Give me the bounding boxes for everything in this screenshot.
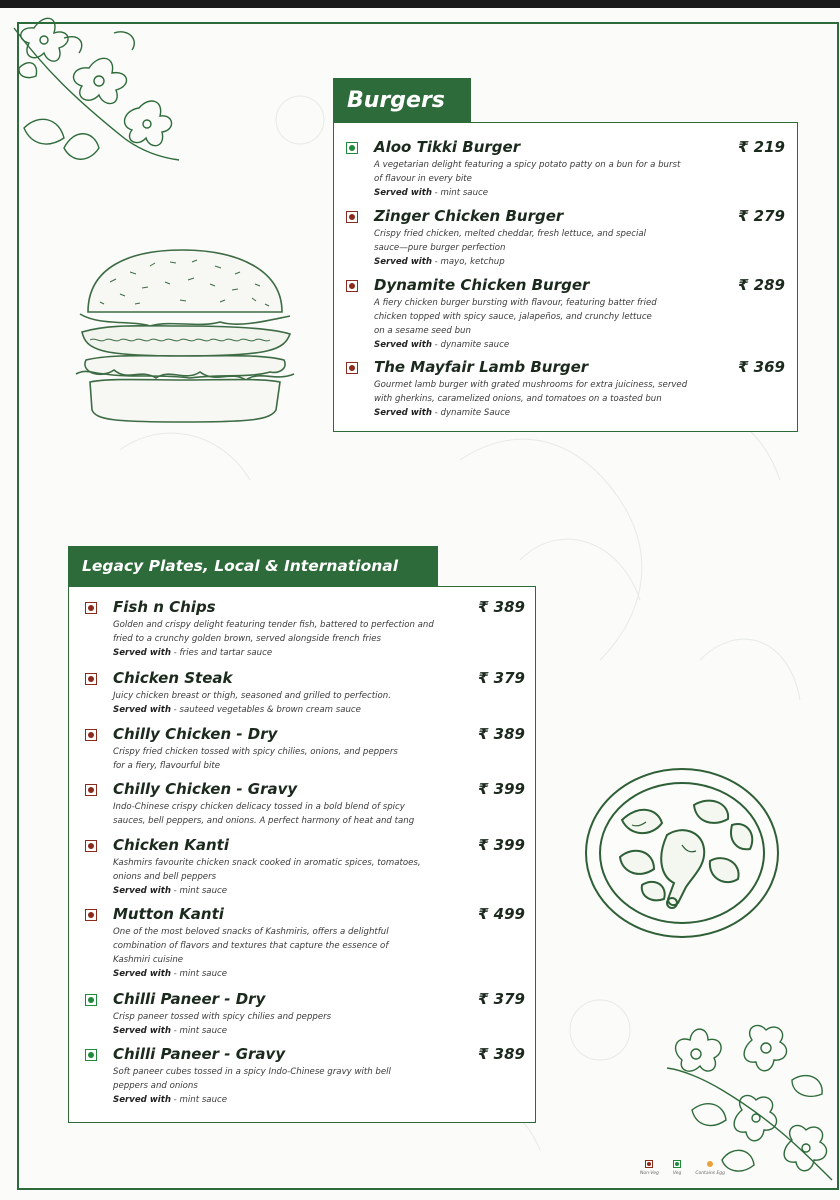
menu-item-served-with [374, 338, 657, 352]
served-with-value: - dynamite sauce [431, 340, 510, 350]
served-with-label: Served with [113, 705, 171, 715]
served-with-label: Served with [113, 969, 171, 979]
veg-mark-icon [85, 994, 97, 1006]
served-with-value: - mint sauce [170, 886, 228, 896]
menu-item-price: ₹ 369 [738, 358, 785, 376]
non-veg-mark-icon [85, 673, 97, 685]
menu-item-description-line: combination of flavors and textures that capture the essence of [113, 941, 389, 951]
menu-item [113, 990, 331, 1038]
non-veg-mark-icon [346, 362, 358, 374]
menu-item-name: Chilli Paneer - Dry [113, 990, 266, 1008]
menu-item-description-line: sauces, bell peppers, and onions. A perfect harmony of heat and tang [113, 816, 415, 826]
menu-item-description-line: fried to a crunchy golden brown, served alongside french fries [113, 634, 382, 644]
legend-egg [695, 1160, 725, 1176]
menu-item-price: ₹ 379 [478, 669, 525, 687]
menu-item [113, 598, 434, 660]
menu-item-served-with [374, 406, 687, 420]
legend-egg-label: Contains Egg [695, 1171, 726, 1176]
served-with-label: Served with [113, 648, 171, 658]
served-with-value: - mint sauce [170, 1095, 228, 1105]
non-veg-mark-icon [85, 840, 97, 852]
menu-item-name: Fish n Chips [113, 598, 216, 616]
menu-item-served-with [374, 186, 680, 200]
served-with-value: - sauteed vegetables & brown cream sauce [170, 705, 361, 715]
menu-item-served-with [113, 646, 434, 660]
legend-veg [673, 1160, 681, 1176]
menu-item-description-line: Crisp paneer tossed with spicy chilies and peppers [113, 1012, 332, 1022]
legend-non-veg [640, 1160, 659, 1176]
chicken-bowl-illustration-icon [582, 765, 782, 945]
menu-item-price: ₹ 289 [738, 276, 785, 294]
menu-item-description-line: for a fiery, flavourful bite [113, 761, 221, 771]
served-with-value: - mint sauce [170, 1026, 228, 1036]
menu-item [374, 358, 687, 420]
non-veg-mark-icon [85, 602, 97, 614]
menu-item-description-line: Indo-Chinese crispy chicken delicacy tossed in a bold blend of spicy [113, 802, 405, 812]
veg-mark-icon [85, 1049, 97, 1061]
menu-item-description-line: onions and bell peppers [113, 872, 217, 882]
menu-item-description-line: sauce—pure burger perfection [374, 243, 506, 253]
non-veg-mark-icon [645, 1160, 653, 1168]
non-veg-mark-icon [85, 909, 97, 921]
menu-item-price: ₹ 379 [478, 990, 525, 1008]
menu-item-served-with [113, 1093, 391, 1107]
menu-item-price: ₹ 389 [478, 1045, 525, 1063]
menu-item-name: Dynamite Chicken Burger [374, 276, 590, 294]
veg-mark-icon [673, 1160, 681, 1168]
non-veg-mark-icon [346, 211, 358, 223]
menu-item-description-line: of flavour in every bite [374, 174, 472, 184]
diet-legend [640, 1160, 725, 1176]
burger-illustration-icon [70, 242, 300, 427]
menu-item-name: The Mayfair Lamb Burger [374, 358, 589, 376]
menu-item-served-with [113, 884, 421, 898]
served-with-label: Served with [374, 188, 432, 198]
menu-item [374, 276, 657, 352]
non-veg-mark-icon [85, 729, 97, 741]
served-with-value: - fries and tartar sauce [170, 648, 273, 658]
served-with-label: Served with [113, 886, 171, 896]
legacy-section-title: Legacy Plates, Local & International [68, 546, 438, 586]
menu-item-description-line: Gourmet lamb burger with grated mushrooms for extra juiciness, served [374, 380, 688, 390]
menu-item-description-line: Kashmiri cuisine [113, 955, 184, 965]
menu-item-description-line: peppers and onions [113, 1081, 198, 1091]
menu-item-price: ₹ 399 [478, 836, 525, 854]
menu-item [113, 725, 398, 773]
menu-item-price: ₹ 389 [478, 725, 525, 743]
menu-item-served-with [113, 967, 389, 981]
menu-item-name: Chicken Kanti [113, 836, 229, 854]
menu-item-name: Chilli Paneer - Gravy [113, 1045, 286, 1063]
served-with-value: - mayo, ketchup [431, 257, 505, 267]
menu-item-served-with [113, 1024, 331, 1038]
menu-item [113, 669, 391, 717]
menu-item-price: ₹ 389 [478, 598, 525, 616]
non-veg-mark-icon [85, 784, 97, 796]
egg-mark-icon [706, 1160, 714, 1168]
served-with-label: Served with [113, 1095, 171, 1105]
menu-item-price: ₹ 499 [478, 905, 525, 923]
non-veg-mark-icon [346, 280, 358, 292]
menu-item [113, 905, 389, 981]
menu-item-name: Chilly Chicken - Dry [113, 725, 278, 743]
menu-item-description-line: Golden and crispy delight featuring tender fish, battered to perfection and [113, 620, 434, 630]
menu-item [374, 207, 646, 269]
menu-item-description-line: Crispy fried chicken, melted cheddar, fresh lettuce, and special [374, 229, 647, 239]
menu-item [113, 836, 421, 898]
menu-item-name: Aloo Tikki Burger [374, 138, 521, 156]
menu-item-name: Chilly Chicken - Gravy [113, 780, 298, 798]
menu-item-name: Chicken Steak [113, 669, 233, 687]
served-with-label: Served with [374, 257, 432, 267]
floral-corner-illustration-top-left-icon [4, 8, 184, 188]
legend-veg-label: Veg [672, 1171, 682, 1176]
menu-item-served-with [374, 255, 646, 269]
menu-item-price: ₹ 399 [478, 780, 525, 798]
menu-item-description-line: with gherkins, caramelized onions, and tomatoes on a toasted bun [374, 394, 662, 404]
served-with-value: - dynamite Sauce [431, 408, 511, 418]
served-with-value: - mint sauce [431, 188, 489, 198]
menu-item-description-line: One of the most beloved snacks of Kashmiris, offers a delightful [113, 927, 389, 937]
menu-item [113, 1045, 391, 1107]
menu-item-description-line: Soft paneer cubes tossed in a spicy Indo-Chinese gravy with bell [113, 1067, 391, 1077]
menu-item-price: ₹ 219 [738, 138, 785, 156]
menu-item-description-line: chicken topped with spicy sauce, jalapeños, and crunchy lettuce [374, 312, 652, 322]
menu-item-served-with [113, 703, 391, 717]
menu-item-name: Mutton Kanti [113, 905, 224, 923]
menu-item-description-line: A vegetarian delight featuring a spicy potato patty on a bun for a burst [374, 160, 681, 170]
served-with-label: Served with [113, 1026, 171, 1036]
menu-item-description-line: Juicy chicken breast or thigh, seasoned and grilled to perfection. [113, 691, 391, 701]
served-with-value: - mint sauce [170, 969, 228, 979]
served-with-label: Served with [374, 340, 432, 350]
menu-item-description-line: Crispy fried chicken tossed with spicy chilies, onions, and peppers [113, 747, 398, 757]
legend-non-veg-label: Non-Veg [640, 1171, 659, 1176]
menu-item [113, 780, 414, 828]
menu-item-price: ₹ 279 [738, 207, 785, 225]
menu-item [374, 138, 680, 200]
burgers-section-title: Burgers [333, 78, 471, 122]
menu-item-name: Zinger Chicken Burger [374, 207, 564, 225]
veg-mark-icon [346, 142, 358, 154]
served-with-label: Served with [374, 408, 432, 418]
menu-item-description-line: A fiery chicken burger bursting with flavour, featuring batter fried [374, 298, 657, 308]
menu-item-description-line: on a sesame seed bun [374, 326, 471, 336]
menu-item-description-line: Kashmirs favourite chicken snack cooked in aromatic spices, tomatoes, [113, 858, 421, 868]
